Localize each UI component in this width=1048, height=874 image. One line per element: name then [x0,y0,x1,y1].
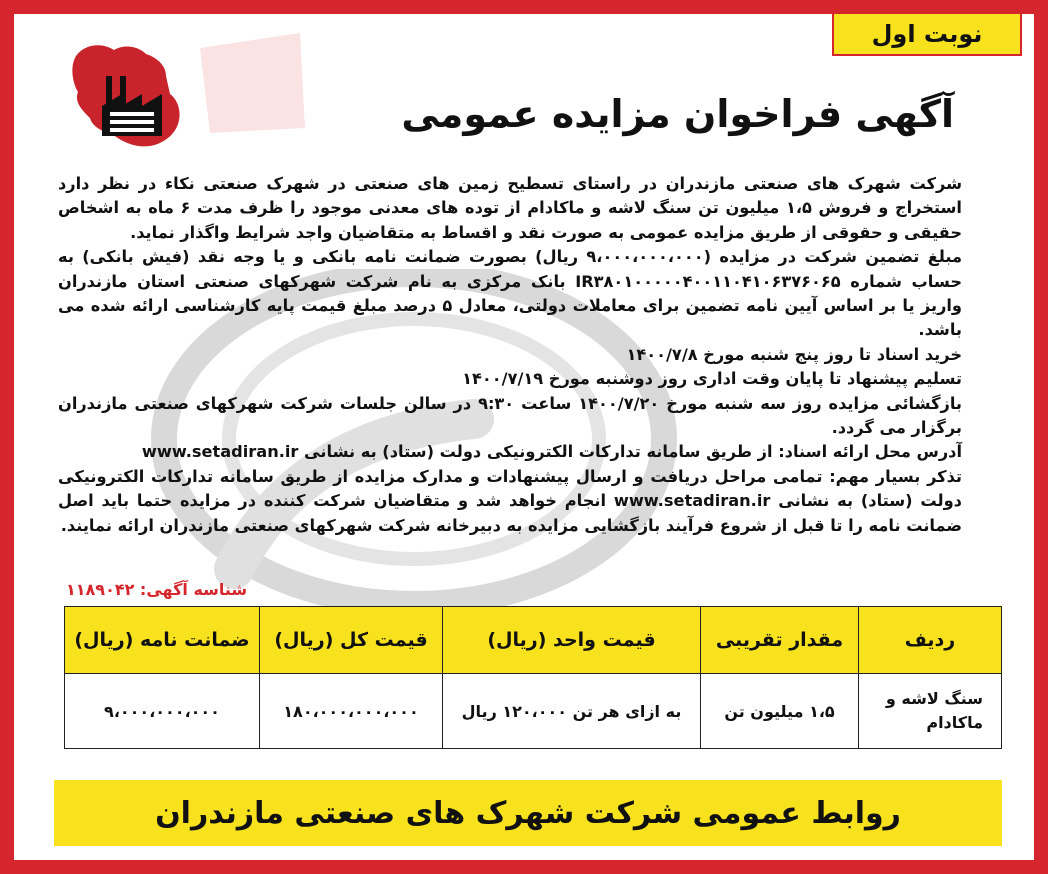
paragraph-submission-deadline: تسلیم پیشنهاد تا پایان وقت اداری روز دوشنبه مورخ ۱۴۰۰/۷/۱۹ [462,369,962,389]
paragraph-address: آدرس محل ارائه اسناد: از طریق سامانه تدارکات الکترونیکی دولت (ستاد) به نشانی www.setadiran.ir [141,442,962,462]
table-header-row [65,607,1002,674]
footer-banner: روابط عمومی شرکت شهرک های صنعتی مازندران [54,780,1002,846]
header-unit-price: قیمت واحد (ریال) [443,607,701,674]
header-guarantee: ضمانت نامه (ریال) [65,607,260,674]
round-badge: نوبت اول [832,14,1022,56]
cell-unit-price: به ازای هر تن ۱۲۰،۰۰۰ ریال [443,674,701,749]
cell-item-name: سنگ لاشه و ماکادام [859,674,1002,749]
paragraph-guarantee: مبلغ تضمین شرکت در مزایده (۹،۰۰۰،۰۰۰،۰۰۰ ریال) بصورت ضمانت نامه بانکی و یا وجه نقد (فیش بانکی) به حساب شماره IR۳۸۰۱۰۰۰۰۰۴۰۰۱۱۰۴۱۰۶۳۷۶۰۶۵ بانک مرکزی به نام شرکت شهرکهای صنعتی استان مازندران واریز یا بر اساس آیین نامه تضمین برای معاملات دولتی، معادل ۵ درصد مبلغ قیمت پایه کارشناسی ارائه شده می باشد. [58,247,962,340]
paragraph-purchase-deadline: خرید اسناد تا روز پنج شنبه مورخ ۱۴۰۰/۷/۸ [626,344,962,364]
paragraph-opening: بازگشائی مزایده روز سه شنبه مورخ ۱۴۰۰/۷/۲۰ ساعت ۹:۳۰ در سالن جلسات شرکت شهرکهای صنعتی مازندران برگزار می گردد. [58,393,962,438]
ad-body [58,172,978,538]
header-row-title: ردیف [859,607,1002,674]
logo-background-shape [190,28,310,138]
ad-title: آگهی فراخوان مزایده عمومی [401,92,954,136]
header-total-price: قیمت کل (ریال) [260,607,443,674]
items-table [64,606,1002,749]
cell-total-price: ۱۸۰،۰۰۰،۰۰۰،۰۰۰ [260,674,443,749]
table-row [65,674,1002,749]
cell-quantity: ۱،۵ میلیون تن [701,674,859,749]
company-logo-icon [62,36,202,156]
cell-guarantee: ۹،۰۰۰،۰۰۰،۰۰۰ [65,674,260,749]
paragraph-intro: شرکت شهرک های صنعتی مازندران در راستای تسطیح زمین های صنعتی در شهرک صنعتی نکاء در نظر دارد استخراج و فروش ۱،۵ میلیون تن سنگ لاشه و ماکادام از توده های معدنی موجود را ظرف مدت ۶ ماه به اشخاص حقیقی و حقوقی از طریق مزایده عمومی به صورت نقد و اقساط به متقاضیان واجد شرایط واگذار نماید. [58,174,962,242]
paragraph-notice: تذکر بسیار مهم: تمامی مراحل دریافت و ارسال پیشنهادات و مدارک مزایده از طریق سامانه تدارکات الکترونیکی دولت (ستاد) به نشانی www.setadiran.ir انجام خواهد شد و متقاضیان شرکت کننده در مزایده حتما باید اصل ضمانت نامه را تا قبل از شروع فرآیند بازگشایی مزایده به دبیرخانه شرکت شهرکهای صنعتی مازندران ارائه نمایند. [58,466,962,535]
header-quantity: مقدار تقریبی [701,607,859,674]
ad-id: شناسه آگهی: ۱۱۸۹۰۴۲ [66,580,248,599]
